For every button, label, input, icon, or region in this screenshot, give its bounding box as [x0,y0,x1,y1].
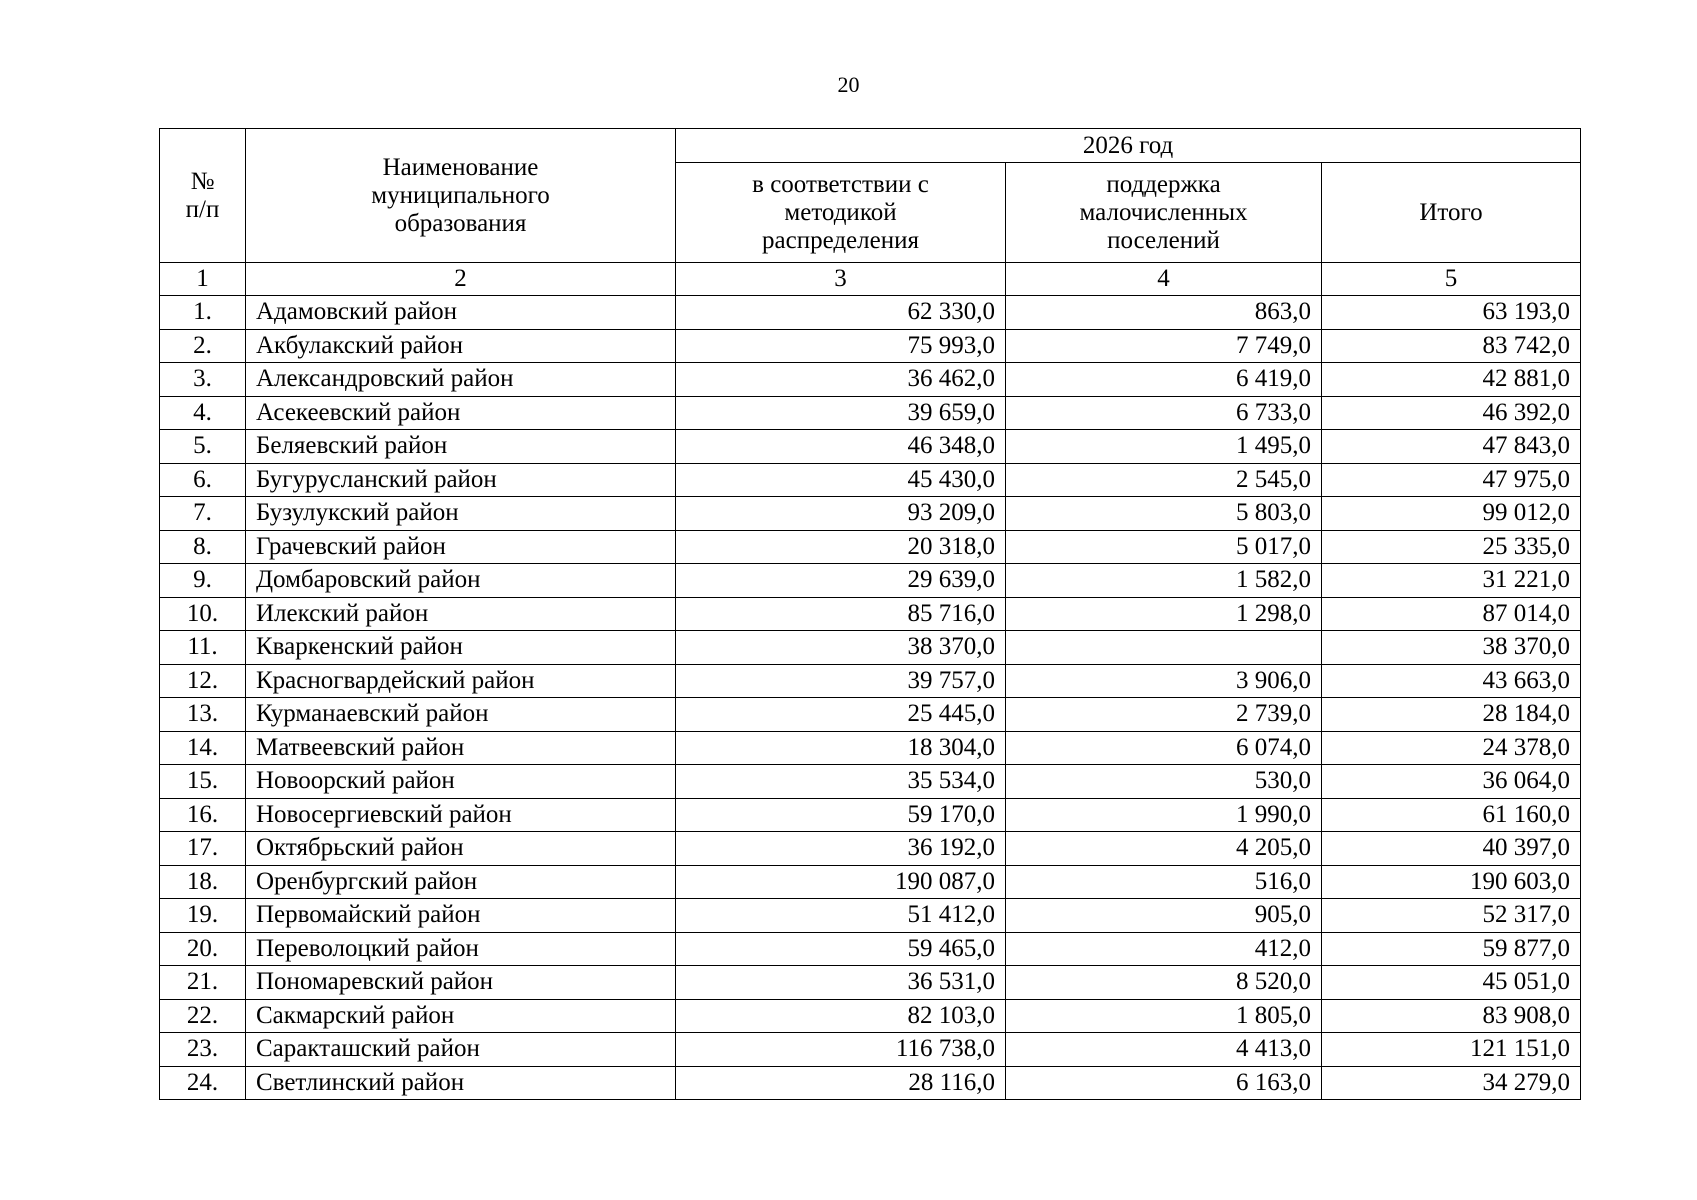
small-settlements-support-cell: 8 520,0 [1006,966,1322,1000]
total-cell: 47 843,0 [1322,430,1581,464]
total-cell: 99 012,0 [1322,497,1581,531]
table-row [160,631,1581,665]
municipality-name-cell: Акбулакский район [246,329,676,363]
row-number-cell: 3. [160,363,246,397]
row-number-cell: 11. [160,631,246,665]
method-distribution-cell: 25 445,0 [676,698,1006,732]
header-municipality-name [246,129,676,263]
table-row [160,530,1581,564]
row-number-cell: 10. [160,597,246,631]
small-settlements-support-cell: 530,0 [1006,765,1322,799]
column-number-row [160,263,1581,296]
table-row [160,396,1581,430]
total-cell: 63 193,0 [1322,296,1581,330]
total-cell: 25 335,0 [1322,530,1581,564]
row-number-cell: 21. [160,966,246,1000]
row-number-cell: 12. [160,664,246,698]
method-distribution-cell: 39 659,0 [676,396,1006,430]
method-distribution-cell: 36 531,0 [676,966,1006,1000]
total-cell: 59 877,0 [1322,932,1581,966]
table-row [160,1066,1581,1100]
municipality-name-cell: Беляевский район [246,430,676,464]
table-row [160,698,1581,732]
row-number-cell: 13. [160,698,246,732]
method-distribution-cell: 190 087,0 [676,865,1006,899]
total-cell: 45 051,0 [1322,966,1581,1000]
table-row [160,664,1581,698]
method-distribution-cell: 116 738,0 [676,1033,1006,1067]
small-settlements-support-cell: 1 990,0 [1006,798,1322,832]
total-cell: 40 397,0 [1322,832,1581,866]
municipality-name-cell: Новосергиевский район [246,798,676,832]
header-method-distribution-label: в соответствии с методикой распределения [752,170,929,254]
small-settlements-support-cell: 7 749,0 [1006,329,1322,363]
table-row [160,363,1581,397]
municipality-name-cell: Первомайский район [246,899,676,933]
small-settlements-support-cell: 3 906,0 [1006,664,1322,698]
method-distribution-cell: 39 757,0 [676,664,1006,698]
small-settlements-support-cell: 412,0 [1006,932,1322,966]
row-number-cell: 23. [160,1033,246,1067]
table-row [160,765,1581,799]
page-number: 20 [837,72,860,97]
table-row [160,463,1581,497]
total-cell: 24 378,0 [1322,731,1581,765]
small-settlements-support-cell [1006,631,1322,665]
table-row [160,966,1581,1000]
row-number-cell: 6. [160,463,246,497]
small-settlements-support-cell: 1 495,0 [1006,430,1322,464]
table-row [160,899,1581,933]
table-row [160,1033,1581,1067]
small-settlements-support-cell: 5 803,0 [1006,497,1322,531]
municipality-name-cell: Оренбургский район [246,865,676,899]
municipality-name-cell: Илекский район [246,597,676,631]
method-distribution-cell: 51 412,0 [676,899,1006,933]
small-settlements-support-cell: 6 163,0 [1006,1066,1322,1100]
table-row [160,329,1581,363]
method-distribution-cell: 62 330,0 [676,296,1006,330]
municipality-name-cell: Бугурусланский район [246,463,676,497]
municipality-name-cell: Адамовский район [246,296,676,330]
header-method-distribution [676,163,1006,263]
total-cell: 38 370,0 [1322,631,1581,665]
municipality-name-cell: Переволоцкий район [246,932,676,966]
row-number-cell: 7. [160,497,246,531]
row-number-cell: 19. [160,899,246,933]
table-row [160,832,1581,866]
municipality-name-cell: Сакмарский район [246,999,676,1033]
total-cell: 83 742,0 [1322,329,1581,363]
total-cell: 87 014,0 [1322,597,1581,631]
small-settlements-support-cell: 905,0 [1006,899,1322,933]
budget-table [159,128,1581,1100]
method-distribution-cell: 45 430,0 [676,463,1006,497]
header-row-number-label: № п/п [185,167,220,223]
small-settlements-support-cell: 2 739,0 [1006,698,1322,732]
header-year: 2026 год [676,129,1581,163]
total-cell: 31 221,0 [1322,564,1581,598]
municipality-name-cell: Асекеевский район [246,396,676,430]
total-cell: 42 881,0 [1322,363,1581,397]
method-distribution-cell: 36 462,0 [676,363,1006,397]
row-number-cell: 9. [160,564,246,598]
total-cell: 43 663,0 [1322,664,1581,698]
small-settlements-support-cell: 4 413,0 [1006,1033,1322,1067]
row-number-cell: 24. [160,1066,246,1100]
column-number-2: 2 [246,263,676,296]
row-number-cell: 18. [160,865,246,899]
column-number-4: 4 [1006,263,1322,296]
small-settlements-support-cell: 4 205,0 [1006,832,1322,866]
method-distribution-cell: 93 209,0 [676,497,1006,531]
row-number-cell: 8. [160,530,246,564]
method-distribution-cell: 46 348,0 [676,430,1006,464]
table-row [160,932,1581,966]
total-cell: 34 279,0 [1322,1066,1581,1100]
municipality-name-cell: Саракташский район [246,1033,676,1067]
row-number-cell: 20. [160,932,246,966]
total-cell: 47 975,0 [1322,463,1581,497]
small-settlements-support-cell: 6 419,0 [1006,363,1322,397]
municipality-name-cell: Александровский район [246,363,676,397]
row-number-cell: 14. [160,731,246,765]
small-settlements-support-cell: 1 582,0 [1006,564,1322,598]
row-number-cell: 17. [160,832,246,866]
row-number-cell: 2. [160,329,246,363]
total-cell: 28 184,0 [1322,698,1581,732]
method-distribution-cell: 59 465,0 [676,932,1006,966]
table-row [160,865,1581,899]
header-total: Итого [1322,163,1581,263]
method-distribution-cell: 36 192,0 [676,832,1006,866]
header-row-number [160,129,246,263]
small-settlements-support-cell: 863,0 [1006,296,1322,330]
row-number-cell: 16. [160,798,246,832]
method-distribution-cell: 38 370,0 [676,631,1006,665]
total-cell: 61 160,0 [1322,798,1581,832]
table-row [160,430,1581,464]
total-cell: 46 392,0 [1322,396,1581,430]
method-distribution-cell: 82 103,0 [676,999,1006,1033]
small-settlements-support-cell: 6 733,0 [1006,396,1322,430]
municipality-name-cell: Пономаревский район [246,966,676,1000]
municipality-name-cell: Грачевский район [246,530,676,564]
municipality-name-cell: Красногвардейский район [246,664,676,698]
method-distribution-cell: 28 116,0 [676,1066,1006,1100]
method-distribution-cell: 75 993,0 [676,329,1006,363]
small-settlements-support-cell: 5 017,0 [1006,530,1322,564]
total-cell: 190 603,0 [1322,865,1581,899]
table-row [160,564,1581,598]
municipality-name-cell: Светлинский район [246,1066,676,1100]
column-number-3: 3 [676,263,1006,296]
header-municipality-name-label: Наименование муниципального образования [371,153,550,237]
row-number-cell: 1. [160,296,246,330]
method-distribution-cell: 18 304,0 [676,731,1006,765]
table-row [160,497,1581,531]
table-row [160,999,1581,1033]
municipality-name-cell: Новоорский район [246,765,676,799]
total-cell: 52 317,0 [1322,899,1581,933]
row-number-cell: 4. [160,396,246,430]
column-number-1: 1 [160,263,246,296]
small-settlements-support-cell: 1 298,0 [1006,597,1322,631]
small-settlements-support-cell: 2 545,0 [1006,463,1322,497]
small-settlements-support-cell: 516,0 [1006,865,1322,899]
municipality-name-cell: Домбаровский район [246,564,676,598]
table-row [160,731,1581,765]
municipality-name-cell: Матвеевский район [246,731,676,765]
header-small-settlements-support [1006,163,1322,263]
table-body [160,296,1581,1100]
table-row [160,296,1581,330]
row-number-cell: 15. [160,765,246,799]
municipality-name-cell: Курманаевский район [246,698,676,732]
method-distribution-cell: 85 716,0 [676,597,1006,631]
total-cell: 121 151,0 [1322,1033,1581,1067]
row-number-cell: 5. [160,430,246,464]
total-cell: 36 064,0 [1322,765,1581,799]
small-settlements-support-cell: 6 074,0 [1006,731,1322,765]
municipality-name-cell: Бузулукский район [246,497,676,531]
method-distribution-cell: 29 639,0 [676,564,1006,598]
table-row [160,798,1581,832]
table-row [160,597,1581,631]
method-distribution-cell: 59 170,0 [676,798,1006,832]
total-cell: 83 908,0 [1322,999,1581,1033]
municipality-name-cell: Кваркенский район [246,631,676,665]
method-distribution-cell: 35 534,0 [676,765,1006,799]
column-number-5: 5 [1322,263,1581,296]
table-header [160,129,1581,296]
municipality-name-cell: Октябрьский район [246,832,676,866]
row-number-cell: 22. [160,999,246,1033]
small-settlements-support-cell: 1 805,0 [1006,999,1322,1033]
header-small-settlements-support-label: поддержка малочисленных поселений [1079,170,1248,254]
method-distribution-cell: 20 318,0 [676,530,1006,564]
